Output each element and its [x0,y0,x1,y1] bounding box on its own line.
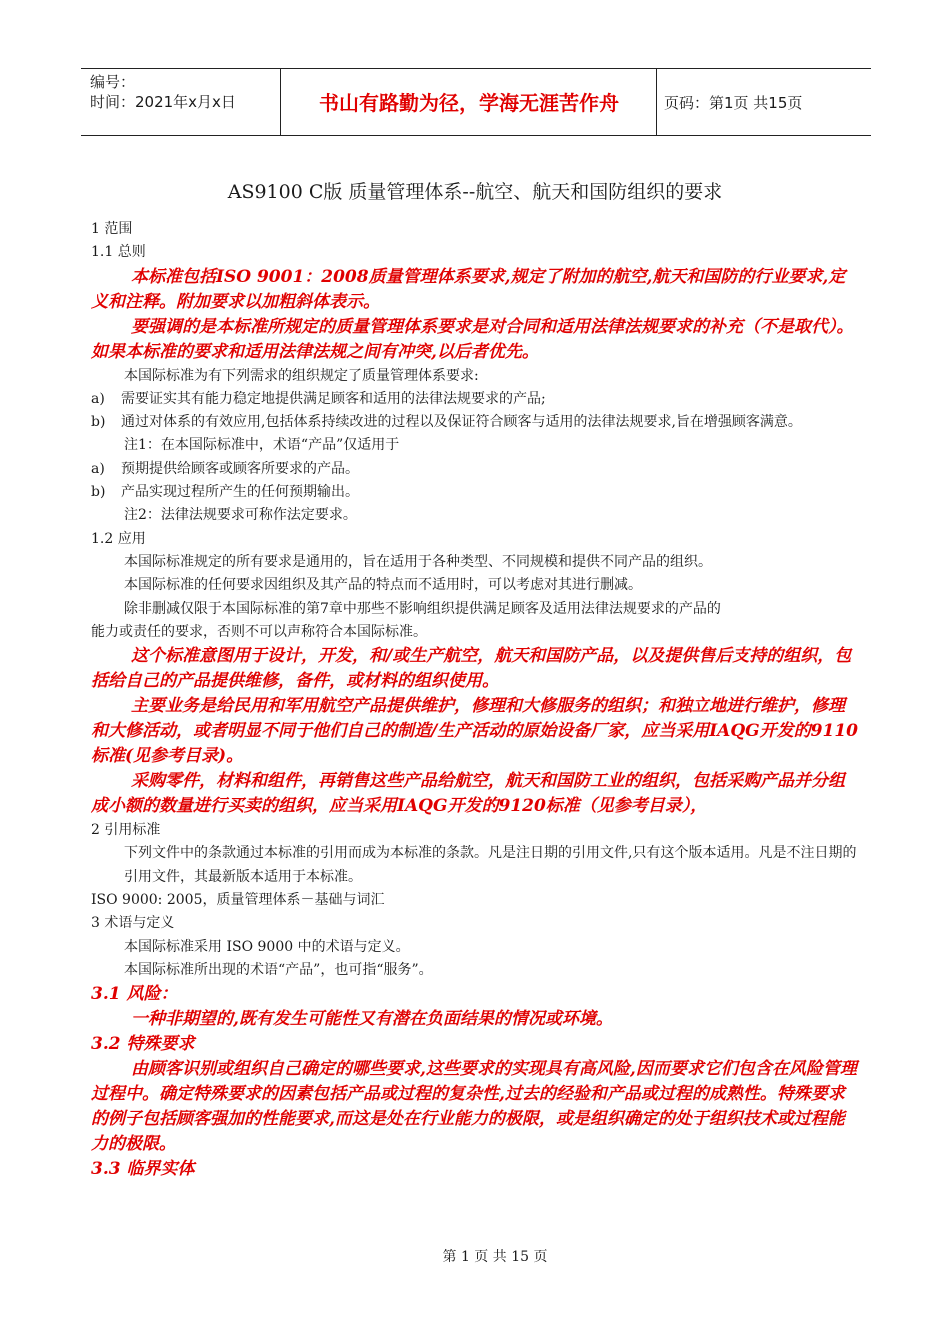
section-heading: 1.2 应用 [91,530,146,547]
red-paragraph: 要强调的是本标准所规定的质量管理体系要求是对合同和适用法律法规要求的补充（不是取代）。如果本标准的要求和适用法律法规之间有冲突,以后者优先。 [91,316,854,362]
red-heading: 3.2 特殊要求 [91,1034,195,1055]
paragraph: 本国际标准规定的所有要求是通用的，旨在适用于各种类型、不同规模和提供不同产品的组织。 [124,553,712,570]
document-title: AS9100 C版 质量管理体系--航空、航天和国防组织的要求 [227,181,723,203]
list-text: 产品实现过程所产生的任何预期输出。 [121,484,359,501]
paragraph: 本国际标准的任何要求因组织及其产品的特点而不适用时，可以考虑对其进行删减。 [124,577,642,594]
list-marker: b) [91,484,106,501]
section-heading: 1 范围 [91,221,133,237]
red-paragraph: 本标准包括ISO 9001：2008质量管理体系要求,规定了附加的航空,航天和国防的行业要求,定义和注释。附加要求以加粗斜体表示。 [91,266,846,312]
note: 注1：在本国际标准中，术语“产品”仅适用于 [124,437,400,454]
paragraph: 本国际标准采用 ISO 9000 中的术语与定义。 [124,938,410,955]
header-page-number: 页码：第1页 共15页 [664,94,803,112]
note: 注2：法律法规要求可称作法定要求。 [124,507,357,524]
paragraph: 本国际标准所出现的术语“产品”，也可指“服务”。 [124,961,433,978]
red-paragraph: 采购零件，材料和组件，再销售这些产品给航空，航天和国防工业的组织，包括采购产品并分组成小额的数量进行买卖的组织，应当采用IAQG开发的9120标准（见参考目录）， [91,771,845,817]
header-separator-right [656,68,657,136]
paragraph: 除非删减仅限于本国际标准的第7章中那些不影响组织提供满足顾客及适用法律法规要求的产品的 [124,600,721,617]
red-paragraph: 由顾客识别或组织自己确定的哪些要求,这些要求的实现具有高风险,因而要求它们包含在风险管理过程中。确定特殊要求的因素包括产品或过程的复杂性,过去的经验和产品或过程的成熟性。特殊要求的例子包括顾客强加的性能要求,而这是处在行业能力的极限，或是组织确定的处于组织技术或过程能力的极限。 [91,1059,857,1155]
red-heading: 3.3 临界实体 [91,1159,195,1180]
page-footer: 第 1 页 共 15 页 [442,1249,548,1265]
list-text: 预期提供给顾客或顾客所要求的产品。 [121,460,359,477]
paragraph: 下列文件中的条款通过本标准的引用而成为本标准的条款。凡是注日期的引用文件,只有这个版本适用。凡是不注日期的引用文件，其最新版本适用于本标准。 [124,845,857,885]
header-top-rule [81,68,871,69]
paragraph: ISO 9000: 2005，质量管理体系－基础与词汇 [91,892,385,909]
document-body [91,218,859,1182]
list-item [91,458,859,481]
header-separator-left [280,68,281,136]
list-item [91,481,859,504]
section-heading: 2 引用标准 [91,822,161,839]
list-marker: a) [91,460,105,477]
header-time: 时间：2021年x月x日 [90,93,236,111]
header-motto: 书山有路勤为径，学海无涯苦作舟 [319,91,619,115]
paragraph: 本国际标准为有下列需求的组织规定了质量管理体系要求: [124,367,479,384]
header-number: 编号： [90,73,136,91]
list-marker: b) [91,414,106,431]
list-marker: a) [91,390,105,407]
section-heading: 1.1 总则 [91,244,146,261]
red-paragraph: 这个标准意图用于设计，开发，和/或生产航空，航天和国防产品，以及提供售后支持的组织，包括给自己的产品提供维修，备件，或材料的组织使用。 [91,646,852,692]
list-item [91,411,859,434]
section-heading: 3 术语与定义 [91,915,175,932]
paragraph: 能力或责任的要求，否则不可以声称符合本国际标准。 [91,623,427,640]
red-heading: 3.1 风险： [91,984,178,1005]
list-text: 需要证实其有能力稳定地提供满足顾客和适用的法律法规要求的产品; [121,390,546,407]
red-paragraph: 主要业务是给民用和军用航空产品提供维护，修理和大修服务的组织；和独立地进行维护，修理和大修活动，或者明显不同于他们自己的制造/生产活动的原始设备厂家，应当采用IAQG开发的9110标准(见参考目录)。 [91,696,858,767]
list-item [91,388,859,411]
header-info [90,72,236,112]
header-bottom-rule [81,135,871,136]
list-text: 通过对体系的有效应用,包括体系持续改进的过程以及保证符合顾客与适用的法律法规要求,旨在增强顾客满意。 [121,414,802,431]
red-paragraph: 一种非期望的,既有发生可能性又有潜在负面结果的情况或环境。 [131,1009,613,1030]
